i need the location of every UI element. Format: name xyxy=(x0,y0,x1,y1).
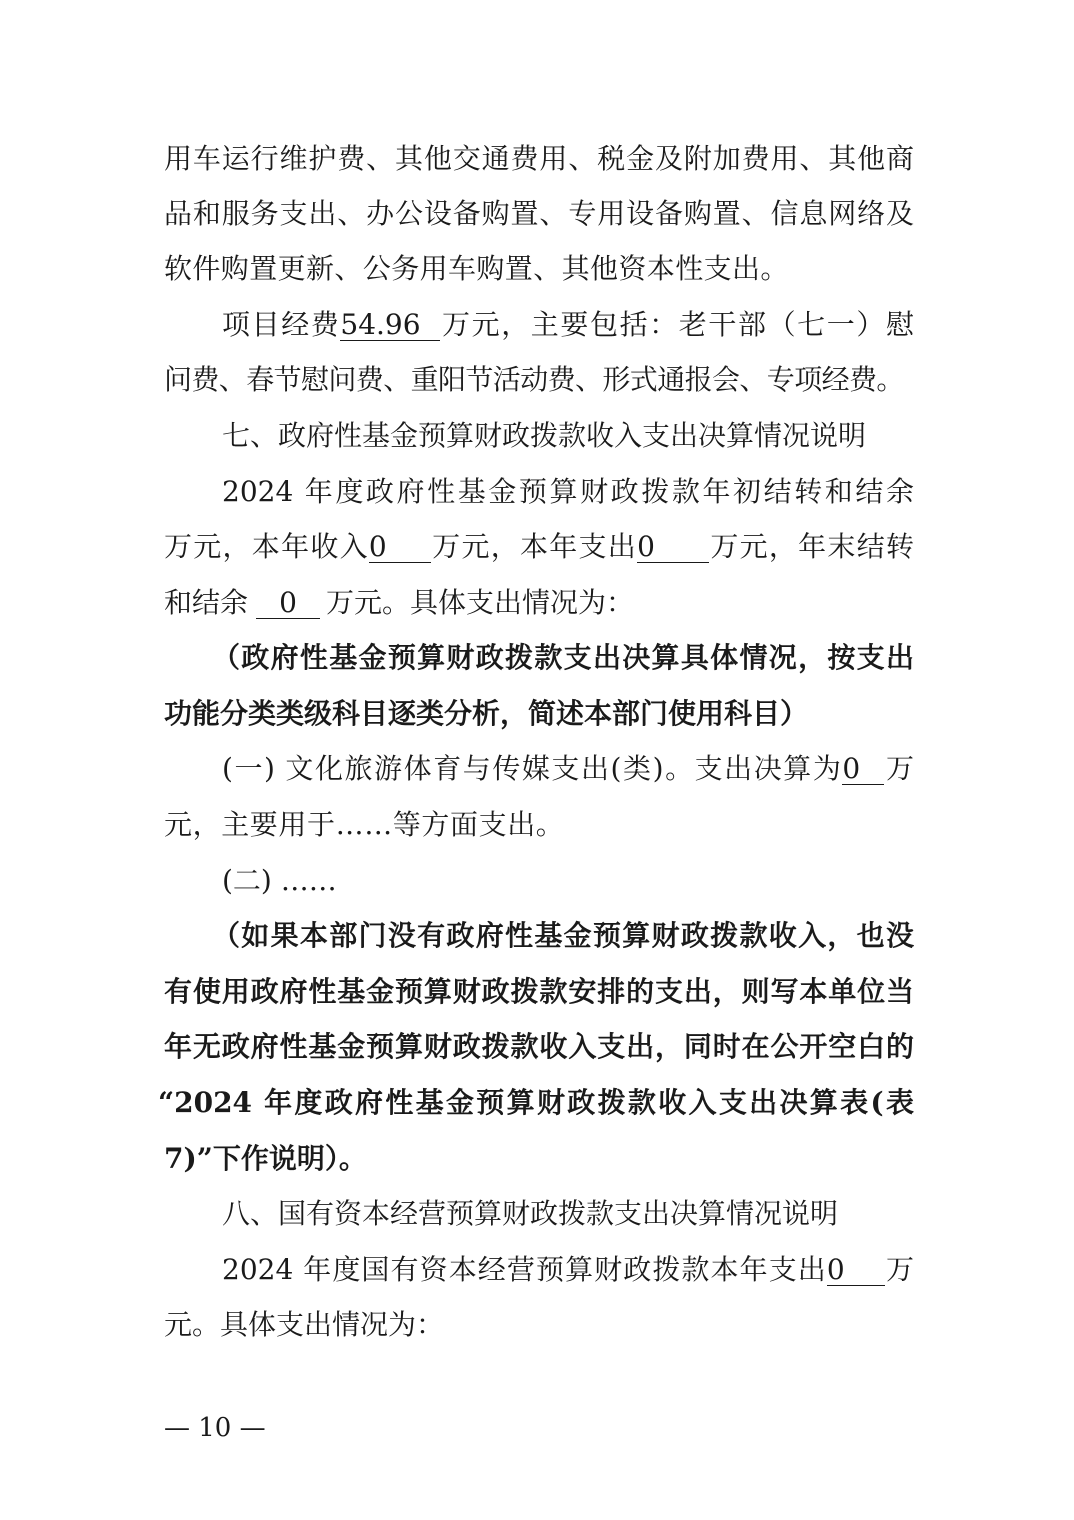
note-line: 有使用政府性基金预算财政拨款安排的支出，则写本单位当 xyxy=(164,975,914,1008)
page-number: — 10 — xyxy=(164,1413,266,1443)
text-segment: 万 xyxy=(884,1253,914,1286)
paragraph-line: 用车运行维护费、其他交通费用、税金及附加费用、其他商 xyxy=(164,142,914,175)
note-line: （如果本部门没有政府性基金预算财政拨款收入，也没 xyxy=(212,919,914,952)
income-value: 0 xyxy=(369,532,431,563)
paragraph-line: 品和服务支出、办公设备购置、专用设备购置、信息网络及 xyxy=(164,197,914,230)
instruction-line: （政府性基金预算财政拨款支出决算具体情况，按支出 xyxy=(212,641,914,674)
balance-value: 0 xyxy=(256,588,320,619)
fund-balance-line xyxy=(164,585,914,621)
fund-income-line xyxy=(164,529,914,565)
text-segment: 和结余 xyxy=(164,586,249,619)
text-segment: 万元，本年收入 xyxy=(164,530,369,563)
paragraph-line: 元，主要用于……等方面支出。 xyxy=(164,808,565,841)
note-line: 7)”下作说明）。 xyxy=(164,1142,367,1175)
text-segment: 万元，本年支出 xyxy=(430,530,638,563)
project-funds-line xyxy=(222,307,914,343)
project-funds-value: 54.96 xyxy=(340,310,440,341)
text-segment: 万元，年末结转 xyxy=(709,530,914,563)
text-segment: 2024 年度国有资本经营预算财政拨款本年支出 xyxy=(222,1253,827,1286)
note-line: 年无政府性基金预算财政拨款收入支出，同时在公开空白的 xyxy=(164,1030,914,1063)
expense-value: 0 xyxy=(637,532,709,563)
text-segment: 万 xyxy=(884,752,914,785)
paragraph-line: 软件购置更新、公务用车购置、其他资本性支出。 xyxy=(164,252,789,285)
section-heading-8: 八、国有资本经营预算财政拨款支出决算情况说明 xyxy=(222,1197,839,1230)
state-capital-value: 0 xyxy=(827,1255,885,1286)
paragraph-line: 元。具体支出情况为： xyxy=(164,1308,445,1341)
instruction-line: 功能分类类级科目逐类分析，简述本部门使用科目） xyxy=(164,697,809,730)
sub-item-2: (二) …… xyxy=(222,864,337,897)
section-heading-7: 七、政府性基金预算财政拨款收入支出决算情况说明 xyxy=(222,419,867,452)
paragraph-line: 问费、春节慰问费、重阳节活动费、形式通报会、专项经费。 xyxy=(164,363,904,396)
state-capital-line xyxy=(222,1252,914,1288)
project-funds-label: 项目经费 xyxy=(222,308,341,341)
paragraph-line: 2024 年度政府性基金预算财政拨款年初结转和结余 xyxy=(222,475,914,508)
text-segment: (一) 文化旅游体育与传媒支出(类)。支出决算为 xyxy=(222,752,843,785)
note-line: “2024 年度政府性基金预算财政拨款收入支出决算表(表 xyxy=(158,1086,914,1119)
sub-item-1 xyxy=(222,751,914,787)
project-funds-desc: 万元，主要包括：老干部（七一）慰 xyxy=(440,308,914,341)
text-segment: 万元。具体支出情况为： xyxy=(326,586,635,619)
document-page xyxy=(158,0,914,1520)
culture-expense-value: 0 xyxy=(842,754,884,785)
